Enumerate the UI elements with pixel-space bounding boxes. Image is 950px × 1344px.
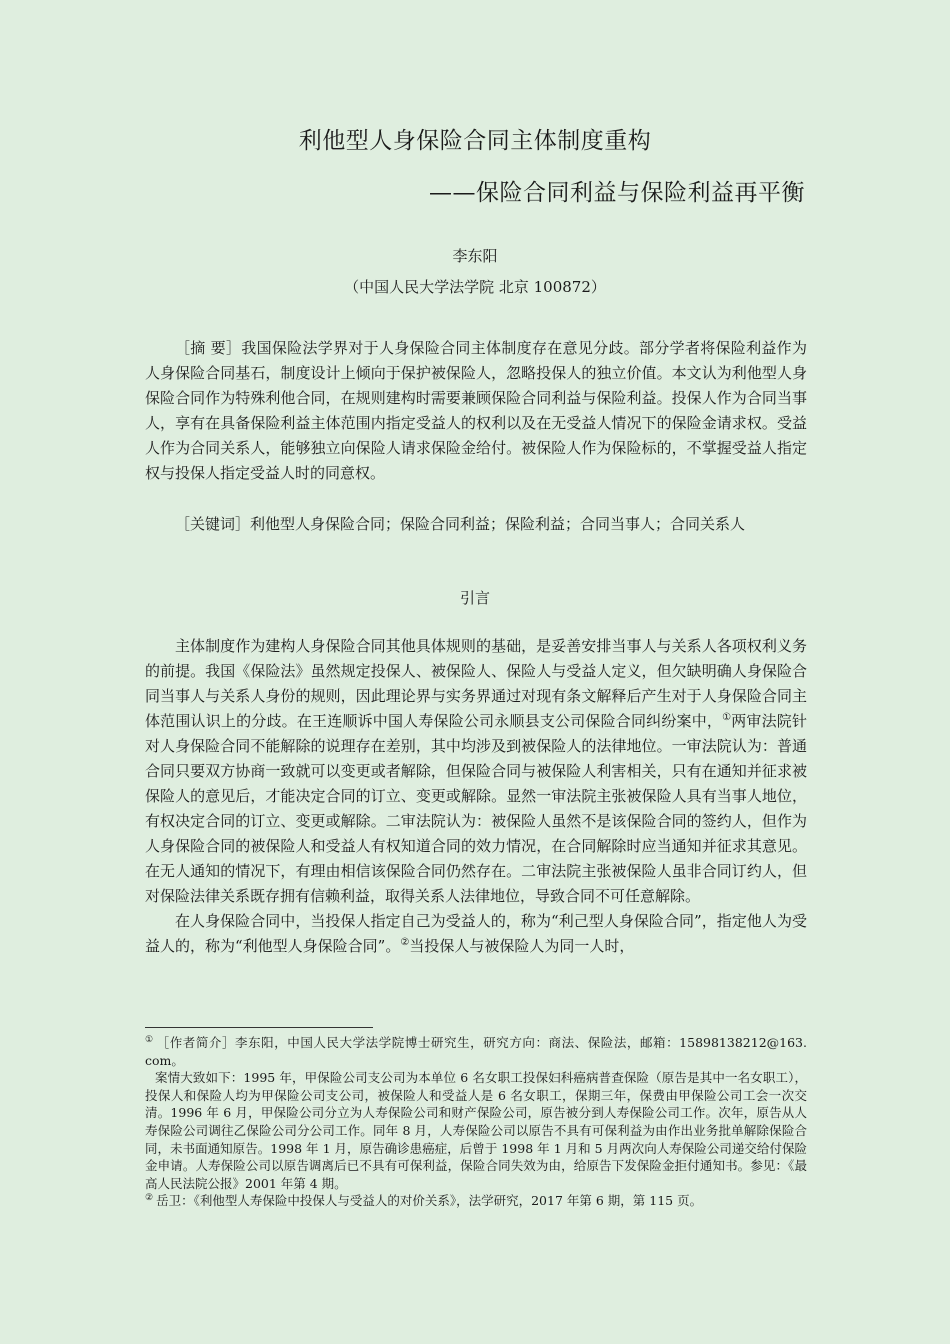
- keywords-text: 利他型人身保险合同；保险合同利益；保险利益；合同当事人；合同关系人: [250, 515, 746, 533]
- body-paragraph-2-part-b: 当投保人与被保险人为同一人时，: [409, 937, 635, 955]
- footnote-ref-1[interactable]: ①: [722, 712, 732, 723]
- body-paragraph-1-part-b: 两审法院针对人身保险合同不能解除的说理存在差别，其中均涉及到被保险人的法律地位。一审法院认为：普通合同只要双方协商一致就可以变更或者解除，但保险合同与被保险人利害相关，只有在通知并征求被保险人的意见后，才能决定合同的订立、变更或解除。显然一审法院主张被保险人具有当事人地位，有权决定合同的订立、变更或解除。二审法院认为：被保险人虽然不是该保险合同的签约人，但作为人身保险合同的被保险人和受益人有权知道合同的效力情况，在合同解除时应当通知并征求其意见。在无人通知的情况下，有理由相信该保险合同仍然存在。二审法院主张被保险人虽非合同订约人，但对保险法律关系既存拥有信赖利益，取得关系人法律地位，导致合同不可任意解除。: [145, 712, 807, 905]
- footnote-1-text: ［作者简介］李东阳，中国人民大学法学院博士研究生，研究方向：商法、保险法，邮箱：15898138212@163. com。: [145, 1035, 807, 1068]
- paper-title: 利他型人身保险合同主体制度重构: [298, 128, 652, 154]
- footnote-divider: [145, 1027, 373, 1028]
- author-name: 李东阳: [452, 247, 498, 265]
- body-paragraph-2: [145, 909, 807, 959]
- body-paragraph-1: [145, 634, 807, 909]
- paper-subtitle: ——保险合同利益与保险利益再平衡: [429, 180, 805, 206]
- body-text: [145, 634, 807, 959]
- abstract: [145, 336, 807, 486]
- keywords-label: ［关键词］: [175, 515, 251, 533]
- footnote-2-text: 岳卫：《利他型人寿保险中投保人与受益人的对价关系》，法学研究，2017 年第 6 期，第 115 页。: [156, 1193, 703, 1209]
- footnotes: [145, 1034, 807, 1210]
- footnote-2-mark: ②: [145, 1193, 154, 1204]
- footnote-2: [145, 1192, 807, 1210]
- keywords: [145, 512, 807, 537]
- section-heading: 引言: [459, 589, 490, 607]
- footnote-1-mark: ①: [145, 1034, 154, 1045]
- footnote-1-case: 案情大致如下：1995 年，甲保险公司支公司为本单位 6 名女职工投保妇科癌病普查保险（原告是其中一名女职工），投保人和保险人均为甲保险公司支公司，被保险人和受益人是 6 名女职工，保期三年，保费由甲保险公司工会一次交清。1996 年 6 月，甲保险公司分立为人寿保险公司和财产保险公司，原告被分到人寿保险公司工作。次年，原告从人寿保险公司调往乙保险公司分公司工作。同年 8 月，人寿保险公司以原告不具有可保利益为由作出业务批单解除保险合同，未书面通知原告。1998 年 1 月，原告确诊患癌症，后曾于 1998 年 1 月和 5 月两次向人寿保险公司递交给付保险金申请。人寿保险公司以原告调离后已不具有可保利益，保险合同失效为由，给原告下发保险金拒付通知书。参见：《最高人民法院公报》2001 年第 4 期。: [145, 1070, 807, 1191]
- footnote-1: [145, 1034, 807, 1069]
- body-paragraph-2-part-a: 在人身保险合同中，当投保人指定自己为受益人的，称为“利己型人身保险合同”，指定他人为受益人的，称为“利他型人身保险合同”。: [145, 912, 807, 955]
- author-affiliation: （中国人民大学法学院 北京 100872）: [344, 278, 606, 296]
- body-paragraph-1-part-a: 主体制度作为建构人身保险合同其他具体规则的基础，是妥善安排当事人与关系人各项权利义务的前提。我国《保险法》虽然规定投保人、被保险人、保险人与受益人定义，但欠缺明确人身保险合同当事人与关系人身份的规则，因此理论界与实务界通过对现有条文解释后产生对于人身保险合同主体范围认识上的分歧。在王连顺诉中国人寿保险公司永顺县支公司保险合同纠纷案中，: [145, 637, 807, 730]
- footnote-ref-2[interactable]: ②: [400, 937, 410, 948]
- abstract-text: 我国保险法学界对于人身保险合同主体制度存在意见分歧。部分学者将保险利益作为人身保险合同基石，制度设计上倾向于保护被保险人，忽略投保人的独立价值。本文认为利他型人身保险合同作为特殊利他合同，在规则建构时需要兼顾保险合同利益与保险利益。投保人作为合同当事人，享有在具备保险利益主体范围内指定受益人的权利以及在无受益人情况下的保险金请求权。受益人作为合同关系人，能够独立向保险人请求保险金给付。被保险人作为保险标的，不掌握受益人指定权与投保人指定受益人时的同意权。: [145, 339, 807, 482]
- abstract-label: ［摘 要］: [175, 339, 242, 357]
